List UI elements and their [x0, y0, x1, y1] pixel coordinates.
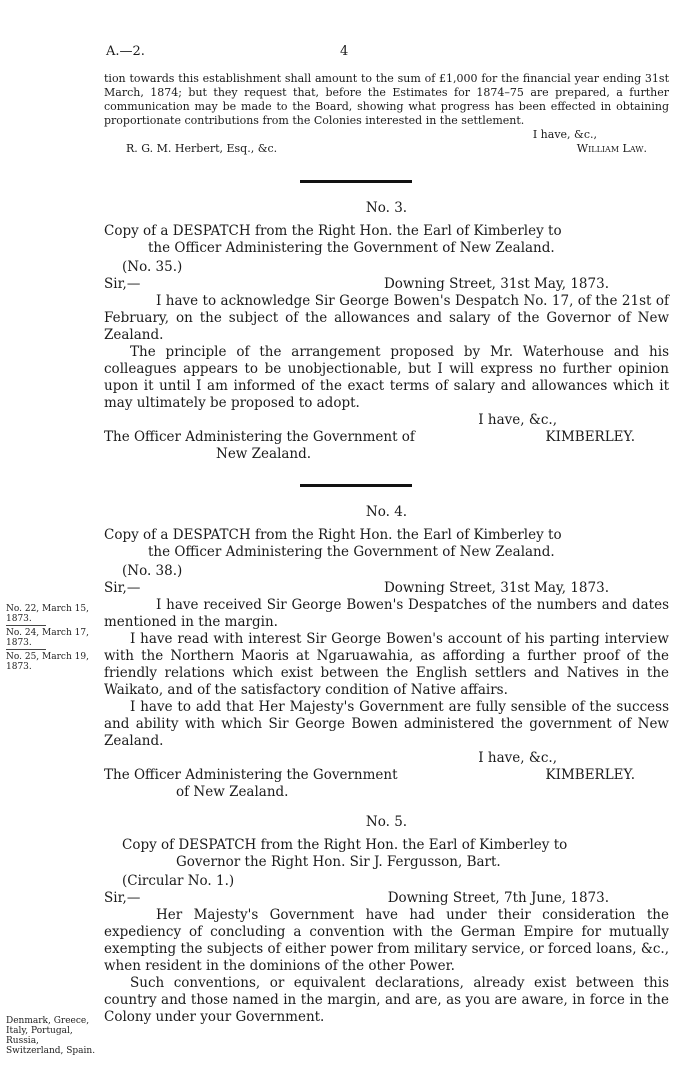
- despatch-heading-row: [104, 276, 669, 293]
- signature: KIMBERLEY.: [545, 429, 635, 445]
- despatch-heading-row: [104, 890, 669, 907]
- addressee-line-1: The Officer Administering the Government of: [104, 429, 415, 445]
- intro-footer: [104, 142, 669, 156]
- despatch-title-line-1: Copy of a DESPATCH from the Right Hon. the Earl of Kimberley to: [104, 527, 562, 543]
- addressee-line-2: of New Zealand.: [176, 784, 289, 800]
- sign-off: I have, &c.,: [478, 750, 557, 766]
- margin-note-item: No. 25, March 19, 1873.: [6, 652, 89, 672]
- sign-off: I have, &c.,: [478, 412, 557, 428]
- margin-note-item: No. 24, March 17, 1873.: [6, 628, 89, 648]
- intro-addressee: R. G. M. Herbert, Esq., &c.: [126, 142, 278, 155]
- addressee-row: [104, 429, 669, 446]
- margin-note-rule: [6, 649, 46, 650]
- intro-section: [104, 72, 669, 156]
- salutation: Sir,—: [104, 276, 141, 292]
- despatch-title-line-1: Copy of a DESPATCH from the Right Hon. the Earl of Kimberley to: [104, 223, 562, 239]
- margin-note-despatch-list: [6, 604, 98, 672]
- despatch-number: No. 3.: [365, 200, 408, 216]
- paragraph-3: I have to add that Her Majesty's Government are fully sensible of the success and ability with which Sir George Bowen administered the government of New Zealand.: [104, 699, 669, 749]
- despatch-number: No. 4.: [365, 504, 408, 520]
- page-number: 4: [340, 44, 349, 59]
- despatch-number: No. 5.: [365, 814, 408, 830]
- paragraph-1: Her Majesty's Government have had under their consideration the expediency of concluding a convention with the German Empire for mutually exempting the subjects of either power from military service, or forced loans, &c., when resident in the dominions of the other Power.: [104, 907, 669, 974]
- salutation: Sir,—: [104, 890, 141, 906]
- paragraph-2: Such conventions, or equivalent declarations, already exist between this country and those named in the margin, and are, as you are aware, in force in the Colony under your Government.: [104, 975, 669, 1025]
- section-divider: [300, 484, 412, 487]
- section-divider: [300, 180, 412, 183]
- despatch-ref: (No. 35.): [122, 259, 183, 275]
- paragraph-1: I have to acknowledge Sir George Bowen's Despatch No. 17, of the 21st of February, on the subject of the allowances and salary of the Governor of New Zealand.: [104, 293, 669, 343]
- place-date: Downing Street, 7th June, 1873.: [387, 890, 609, 906]
- page-reference: A.—2.: [106, 44, 145, 59]
- paragraph-2: The principle of the arrangement proposed by Mr. Waterhouse and his colleagues appears to be unobjectionable, but I will express no further opinion upon it until I am informed of the exact terms of salary and allowances which it may ultimately be proposed to adopt.: [104, 344, 669, 411]
- intro-paragraph: tion towards this establishment shall amount to the sum of £1,000 for the financial year ending 31st March, 1874; but they request that, before the Estimates for 1874–75 are prepared, a further communication may be made to the Board, showing what progress has been effected in obtaining proportionate contributions from the Colonies interested in the settlement.: [104, 72, 669, 127]
- intro-signature: William Law.: [576, 142, 647, 155]
- margin-note-rule: [6, 625, 46, 626]
- paragraph-2: I have read with interest Sir George Bowen's account of his parting interview with the Northern Maoris at Ngaruawahia, as affording a further proof of the friendly relations which exist between the English settlers and Natives in the Waikato, and of the satisfactory condition of Native affairs.: [104, 631, 669, 698]
- addressee-row: [104, 767, 669, 784]
- despatch-ref: (No. 38.): [122, 563, 183, 579]
- despatch-title-line-2: the Officer Administering the Government of New Zealand.: [148, 544, 555, 560]
- paragraph-1: I have received Sir George Bowen's Despatches of the numbers and dates mentioned in the margin.: [104, 597, 669, 630]
- despatch-ref: (Circular No. 1.): [122, 873, 235, 889]
- margin-note-item: No. 22, March 15, 1873.: [6, 604, 89, 624]
- despatch-3: [104, 200, 669, 463]
- margin-note-countries: Denmark, Greece, Italy, Portugal, Russia, Switzerland, Spain.: [6, 1016, 96, 1056]
- place-date: Downing Street, 31st May, 1873.: [383, 580, 609, 596]
- salutation: Sir,—: [104, 580, 141, 596]
- despatch-title-line-2: Governor the Right Hon. Sir J. Fergusson, Bart.: [176, 854, 501, 870]
- despatch-title-line-2: the Officer Administering the Government of New Zealand.: [148, 240, 555, 256]
- signature: KIMBERLEY.: [545, 767, 635, 783]
- place-date: Downing Street, 31st May, 1873.: [383, 276, 609, 292]
- despatch-5: [104, 814, 669, 1026]
- addressee-line-1: The Officer Administering the Government: [104, 767, 398, 783]
- addressee-line-2: New Zealand.: [216, 446, 312, 462]
- despatch-4: [104, 504, 669, 801]
- despatch-title-line-1: Copy of DESPATCH from the Right Hon. the Earl of Kimberley to: [122, 837, 568, 853]
- intro-sign-off: I have, &c.,: [532, 128, 597, 141]
- despatch-heading-row: [104, 580, 669, 597]
